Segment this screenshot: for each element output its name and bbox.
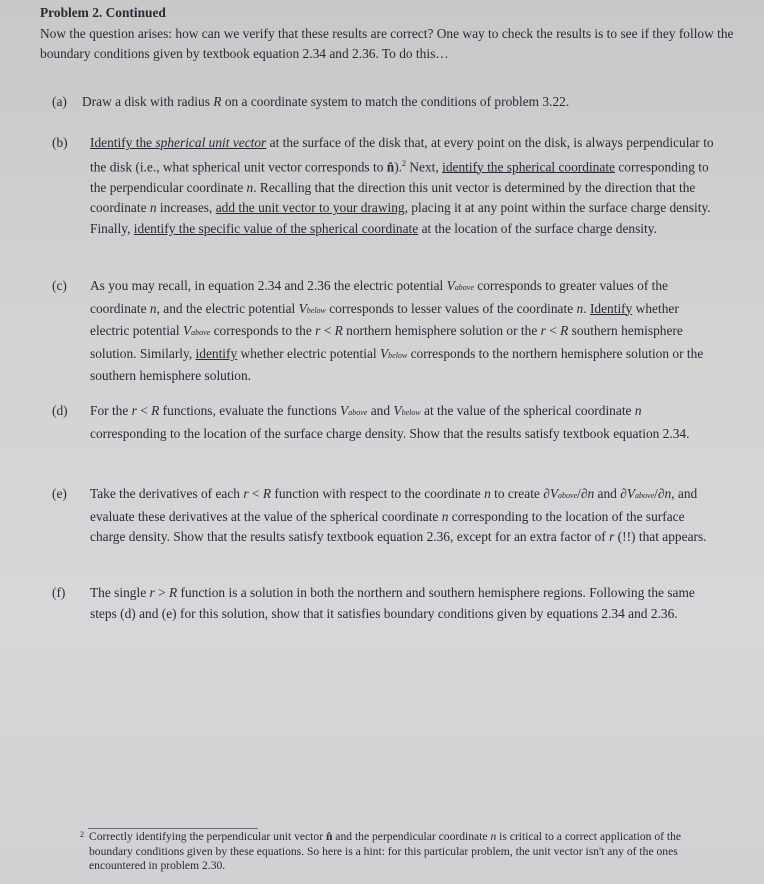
footnote: 2 Correctly identifying the perpendicular unit vector n̂ and the perpendicular coordinate n is critical to a correct application of the boundary conditions given by these equations. So here is a hint: for this particular problem, the unit vector isn't any of the ones encountered in problem 2.30. bbox=[80, 830, 682, 873]
item-e-text: Take the derivatives of each r < R function with respect to the coordinate n to create ∂Vabove/∂n and ∂Vabove/∂n, and evaluate these derivatives at the value of the spherical coordinate n corresponding to the location of the surface charge density. Show that the results satisfy textbook equation 2.36, except for an extra factor of r (!!) that appears. bbox=[90, 486, 707, 545]
item-a bbox=[52, 92, 716, 113]
footnote-divider bbox=[88, 828, 258, 829]
item-label: (c) bbox=[52, 278, 67, 293]
item-label: (d) bbox=[52, 403, 68, 418]
problem-title: Problem 2. Continued bbox=[40, 5, 166, 20]
item-e bbox=[52, 484, 716, 548]
item-label: (e) bbox=[52, 486, 67, 501]
item-label: (a) bbox=[52, 94, 67, 109]
item-f-text: The single r > R function is a solution in both the northern and southern hemisphere regions. Following the same steps (d) and (e) for this solution, show that it satisfies boundary conditions given by equations 2.34 and 2.36. bbox=[90, 585, 695, 621]
item-b-text: Identify the spherical unit vector at the surface of the disk that, at every point on the disk, is always perpendicular to the disk (i.e., what spherical unit vector corresponds to n̂).$^2$ Next, identify the spherical coordinate corresponding to the perpendicular coordinate n. Recalling that the direction this unit vector is determined by the direction that the coordinate n increases, add the unit vector to your drawing, placing it at any point within the surface charge density. Finally, identify the specific value of the spherical coordinate at the location of the surface charge density. bbox=[90, 135, 714, 236]
item-d-text: For the r < R functions, evaluate the functions Vabove and Vbelow at the value of the spherical coordinate n corresponding to the location of the surface charge density. Show that the results satisfy textbook equation 2.34. bbox=[90, 403, 690, 441]
item-c bbox=[52, 276, 716, 387]
item-label: (f) bbox=[52, 585, 66, 600]
item-label: (b) bbox=[52, 135, 68, 150]
item-f bbox=[52, 583, 716, 624]
problem-intro: Now the question arises: how can we verify that these results are correct? One way to check the results is to see if they follow the boundary conditions given by textbook equation 2.34 and 2.36. To do this… bbox=[40, 25, 734, 62]
footnote-mark: 2 bbox=[80, 830, 84, 839]
problem-header bbox=[40, 3, 740, 65]
item-d bbox=[52, 401, 716, 444]
item-c-text: As you may recall, in equation 2.34 and 2.36 the electric potential Vabove corresponds to greater values of the coordinate n, and the electric potential Vbelow corresponds to lesser values of the coordinate n. Identify whether electric potential Vabove corresponds to the r < R northern hemisphere solution or the r < R southern hemisphere solution. Similarly, identify whether electric potential Vbelow corresponds to the northern hemisphere solution or the southern hemisphere solution. bbox=[90, 278, 704, 384]
item-a-text: Draw a disk with radius R on a coordinate system to match the conditions of problem 3.22. bbox=[82, 94, 570, 109]
item-b bbox=[52, 133, 716, 239]
